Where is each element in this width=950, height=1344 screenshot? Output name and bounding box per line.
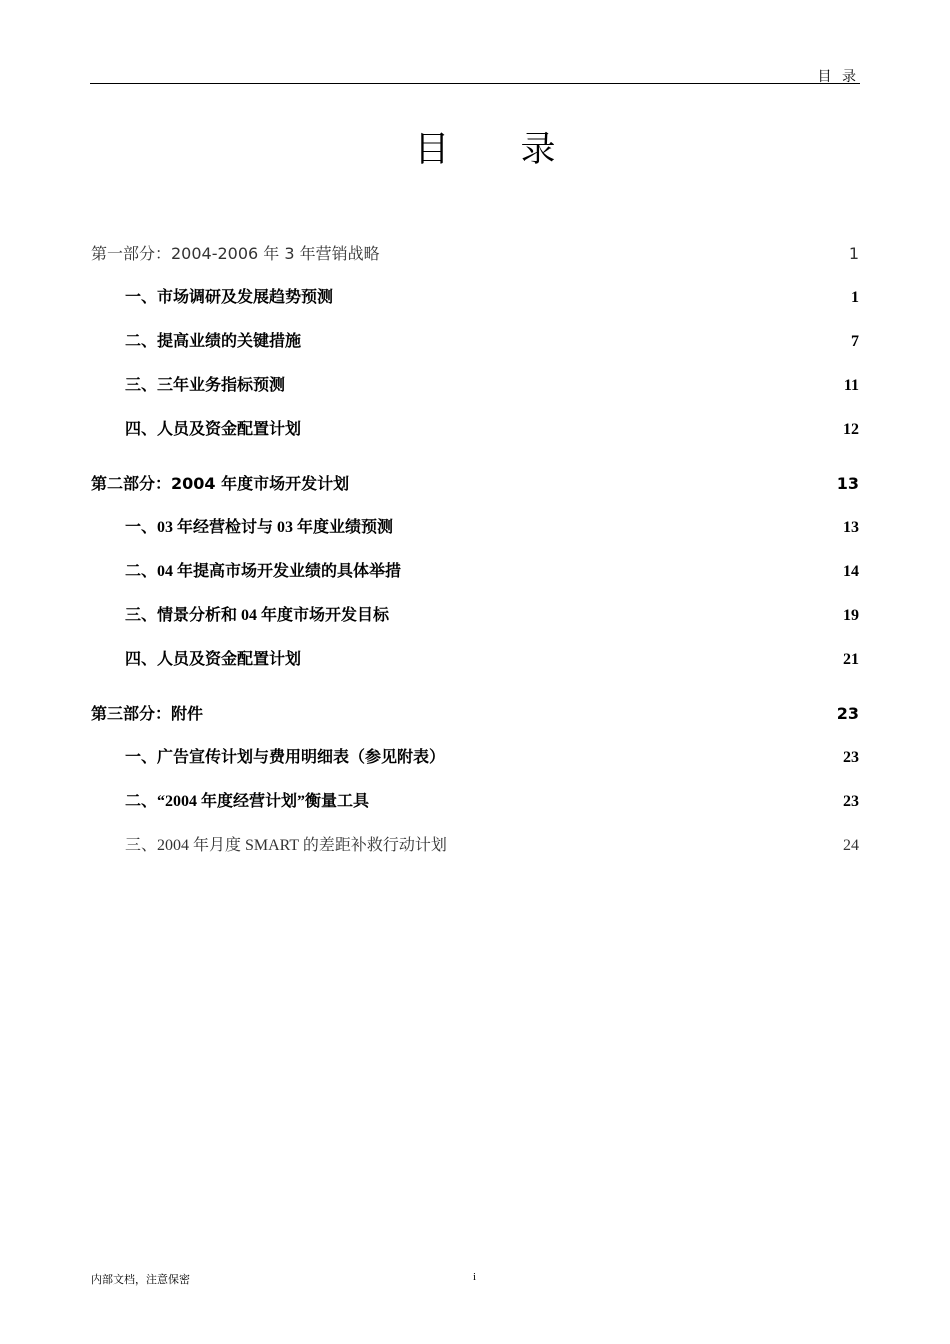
toc-item[interactable] <box>91 550 859 594</box>
footer-page-number: i <box>473 1271 477 1283</box>
toc-item-label: 一、03 年经营检讨与 03 年度业绩预测 <box>125 519 394 536</box>
toc-item[interactable] <box>91 408 859 452</box>
toc-item[interactable] <box>91 780 859 824</box>
toc-item-label: 二、提高业绩的关键措施 <box>125 333 302 350</box>
toc-part-3[interactable] <box>91 692 859 736</box>
toc-item[interactable] <box>91 506 859 550</box>
toc-item-label: 三、三年业务指标预测 <box>125 377 286 394</box>
toc-item[interactable] <box>91 736 859 780</box>
toc-item-page: 24 <box>843 837 859 854</box>
toc-part-1-label: 第一部分：2004-2006 年 3 年营销战略 <box>91 244 380 263</box>
toc-item-page: 7 <box>851 333 859 350</box>
toc-item-page: 23 <box>843 749 859 766</box>
toc-item-page: 23 <box>843 793 859 810</box>
toc-item[interactable] <box>91 276 859 320</box>
toc-part-2[interactable] <box>91 462 859 506</box>
toc-item-page: 21 <box>843 651 859 668</box>
toc-item-label: 一、市场调研及发展趋势预测 <box>125 289 334 306</box>
toc-item[interactable] <box>91 824 859 868</box>
toc-item-page: 12 <box>843 421 859 438</box>
footer-confidential-note: 内部文档，注意保密 <box>91 1273 190 1286</box>
toc-part-2-page: 13 <box>836 474 859 493</box>
toc-item-label: 二、04 年提高市场开发业绩的具体举措 <box>125 563 402 580</box>
table-of-contents <box>91 232 859 868</box>
header-label: 目 录 <box>817 69 859 85</box>
toc-item-label: 二、“2004 年度经营计划”衡量工具 <box>125 793 370 810</box>
toc-item[interactable] <box>91 638 859 682</box>
toc-item[interactable] <box>91 594 859 638</box>
toc-part-1[interactable] <box>91 232 859 276</box>
toc-item-page: 13 <box>843 519 859 536</box>
toc-item-label: 四、人员及资金配置计划 <box>125 421 302 438</box>
toc-part-1-page: 1 <box>848 244 859 263</box>
toc-item[interactable] <box>91 320 859 364</box>
toc-item-label: 三、情景分析和 04 年度市场开发目标 <box>125 607 390 624</box>
page-title: 目 录 <box>414 130 586 170</box>
toc-item[interactable] <box>91 364 859 408</box>
toc-part-3-page: 23 <box>836 704 859 723</box>
toc-item-label: 一、广告宣传计划与费用明细表（参见附表） <box>125 749 446 766</box>
toc-item-page: 14 <box>843 563 859 580</box>
header-rule <box>90 83 860 84</box>
toc-item-page: 11 <box>843 377 859 394</box>
toc-item-page: 1 <box>851 289 859 306</box>
toc-item-page: 19 <box>843 607 859 624</box>
toc-item-label: 四、人员及资金配置计划 <box>125 651 302 668</box>
toc-part-2-label: 第二部分：2004 年度市场开发计划 <box>91 474 350 493</box>
toc-part-3-label: 第三部分：附件 <box>91 704 204 723</box>
toc-item-label: 三、2004 年月度 SMART 的差距补救行动计划 <box>125 837 447 854</box>
